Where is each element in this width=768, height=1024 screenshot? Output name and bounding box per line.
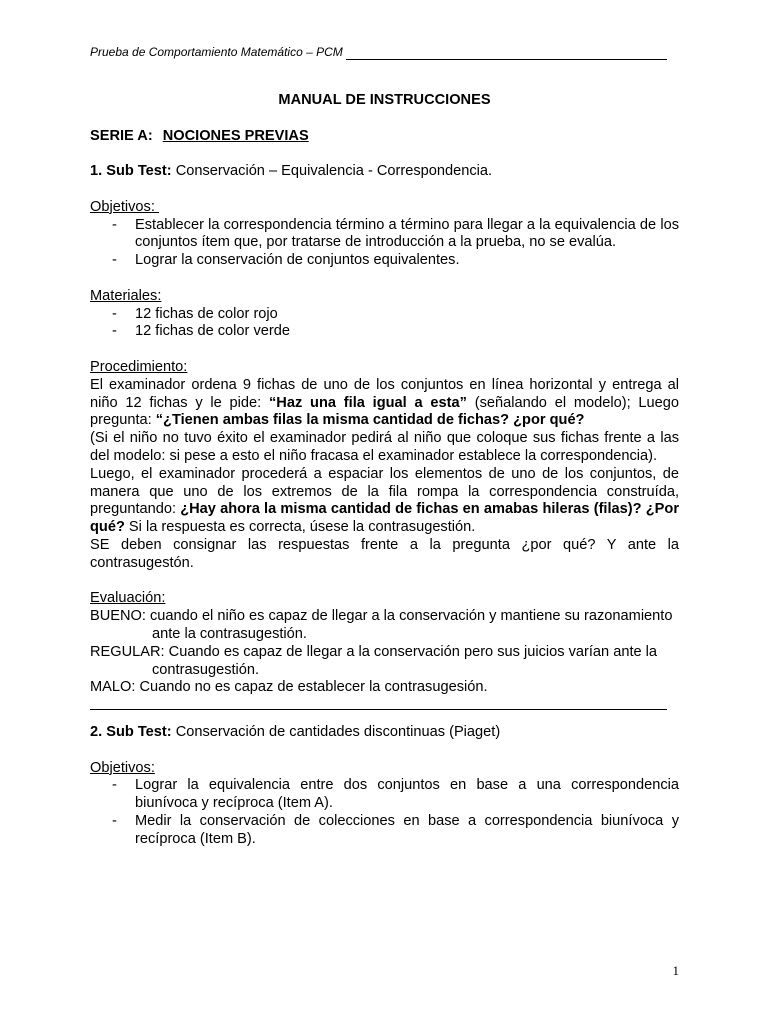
list-item: - 12 fichas de color rojo <box>90 306 679 324</box>
header-rule <box>346 45 667 60</box>
subtest2-objetivos-heading: Objetivos: <box>90 759 155 776</box>
text-run: (señalando el modelo); Luego pregunta: <box>90 394 680 429</box>
section-divider <box>90 709 667 710</box>
text-run: Luego, el examinador procederá a espaciar los elementos de uno de los conjuntos, de manera que uno de los extremos de la fila rompa la correspondencia construída, preguntando: <box>90 465 679 518</box>
subtest2-label: 2. Sub Test: <box>90 724 172 741</box>
subtest1-objetivos-heading: Objetivos: <box>90 198 159 215</box>
serie-label: SERIE A: <box>90 127 153 144</box>
text-run-bold: “Haz una fila igual a esta” <box>269 394 467 411</box>
procedimiento-paragraph-4: SE deben consignar las respuestas frente a la pregunta ¿por qué? Y ante la contrasugestón. <box>90 536 679 571</box>
list-item: - 12 fichas de color verde <box>90 323 679 341</box>
evaluacion-malo: MALO: Cuando no es capaz de establecer la contrasugesión. <box>90 679 488 696</box>
subtest1-materiales-heading: Materiales: <box>90 287 162 304</box>
procedimiento-paragraph-1 <box>90 377 679 430</box>
subtest1-heading <box>90 163 679 181</box>
subtest2-heading <box>90 724 679 742</box>
list-item: - Medir la conservación de colecciones en base a correspondencia biunívoca y recíproca (Item B). <box>90 813 679 849</box>
subtest1-name: Conservación – Equivalencia - Correspondencia. <box>171 163 493 180</box>
subtest1-materiales-list <box>90 306 679 342</box>
document-title: MANUAL DE INSTRUCCIONES <box>278 92 491 108</box>
procedimiento-paragraph-2: (Si el niño no tuvo éxito el examinador pedirá al niño que coloque sus fichas frente a las del modelo: si pese a esto el niño fracasa el examinador establece la correspondencia). <box>90 430 679 464</box>
procedimiento-paragraph-3 <box>90 466 679 537</box>
subtest2-name: Conservación de cantidades discontinuas (Piaget) <box>171 724 501 741</box>
text-run-bold: ¿Hay ahora la misma cantidad de fichas en amabas hileras (filas)? ¿Por qué? <box>90 501 679 536</box>
serie-name: NOCIONES PREVIAS <box>162 127 309 144</box>
subtest2-objetivos-list <box>90 777 679 848</box>
text-run-bold: “¿Tienen ambas filas la misma cantidad de fichas? ¿por qué? <box>155 412 585 429</box>
text-run: Si la respuesta es correcta, úsese la contrasugestión. <box>124 519 476 536</box>
subtest1-procedimiento-heading: Procedimiento: <box>90 358 188 375</box>
page-header <box>90 45 667 60</box>
subtest1-label: 1. Sub Test: <box>90 163 172 180</box>
subtest1-evaluacion-heading: Evaluación: <box>90 590 166 607</box>
subtest1-objetivos-list <box>90 217 679 270</box>
text-run: El examinador ordena 9 fichas de uno de los conjuntos en línea horizontal y entrega al niño 12 fichas y le pide: <box>90 376 679 411</box>
serie-heading <box>90 128 679 146</box>
list-item: - Lograr la conservación de conjuntos equivalentes. <box>90 252 679 270</box>
evaluacion-bueno: BUENO: cuando el niño es capaz de llegar a la conservación y mantiene su razonamiento ante la contrasugestión. <box>90 608 673 642</box>
evaluacion-regular: REGULAR: Cuando es capaz de llegar a la conservación pero sus juicios varían ante la contrasugestión. <box>90 643 658 678</box>
list-item: - Establecer la correspondencia término a término para llegar a la equivalencia de los conjuntos ítem que, por tratarse de introducción a la prueba, no se evalúa. <box>90 217 679 253</box>
header-title: Prueba de Comportamiento Matemático – PCM <box>90 45 343 59</box>
document-body <box>90 92 679 849</box>
list-item: - Lograr la equivalencia entre dos conjuntos en base a una correspondencia biunívoca y recíproca (Item A). <box>90 777 679 813</box>
page-number: 1 <box>672 963 679 978</box>
